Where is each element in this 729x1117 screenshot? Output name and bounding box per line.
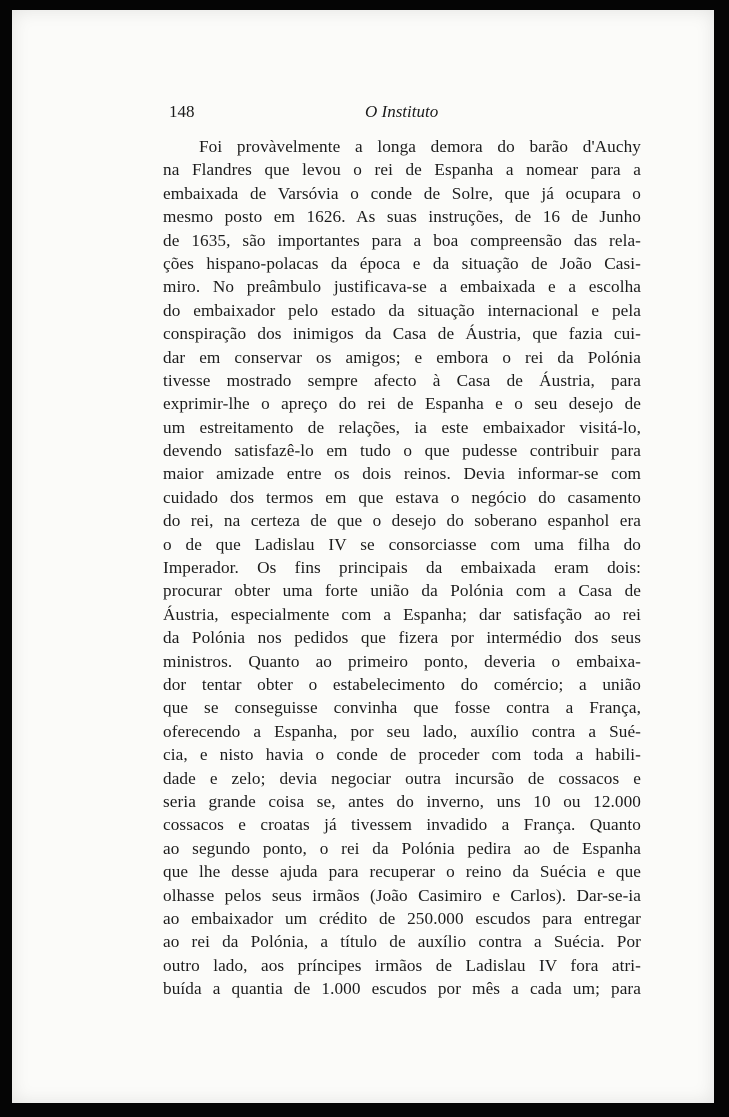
text-line: conspiração dos inimigos da Casa de Áustria, que fazia cui- — [163, 324, 641, 344]
body-text — [163, 135, 641, 1000]
text-line: embaixada de Varsóvia o conde de Solre, que já ocupara o — [163, 183, 641, 203]
text-line: cossacos e croatas já tivessem invadido a França. Quanto — [163, 815, 641, 835]
text-line: buída a quantia de 1.000 escudos por mês a cada um; para — [163, 979, 641, 999]
text-line: ao embaixador um crédito de 250.000 escudos para entregar — [163, 908, 641, 928]
text-line: ao rei da Polónia, a título de auxílio contra a Suécia. Por — [163, 932, 641, 952]
text-line: um estreitamento de relações, ia este embaixador visitá-lo, — [163, 417, 641, 437]
text-line: olhasse pelos seus irmãos (João Casimiro e Carlos). Dar-se-ia — [163, 885, 641, 905]
page-header — [169, 102, 641, 124]
text-line: Áustria, especialmente com a Espanha; dar satisfação ao rei — [163, 604, 641, 624]
page-number: 148 — [169, 102, 195, 121]
text-line: dar em conservar os amigos; e embora o rei da Polónia — [163, 347, 641, 367]
text-line: maior amizade entre os dois reinos. Devia informar-se com — [163, 464, 641, 484]
text-line: cuidado dos termos em que estava o negócio do casamento — [163, 487, 641, 507]
text-line: ao segundo ponto, o rei da Polónia pedira ao de Espanha — [163, 838, 641, 858]
text-line: Imperador. Os fins principais da embaixada eram dois: — [163, 558, 641, 578]
running-title: O Instituto — [365, 102, 439, 121]
text-line: dade e zelo; devia negociar outra incursão de cossacos e — [163, 768, 641, 788]
text-line: seria grande coisa se, antes do inverno, uns 10 ou 12.000 — [163, 791, 641, 811]
text-line: procurar obter uma forte união da Polónia com a Casa de — [163, 581, 641, 601]
text-line: Foi provàvelmente a longa demora do barão d'Auchy — [199, 137, 641, 156]
text-line: do rei, na certeza de que o desejo do soberano espanhol era — [163, 511, 641, 531]
text-line: mesmo posto em 1626. As suas instruções, de 16 de Junho — [163, 207, 641, 227]
text-line: ministros. Quanto ao primeiro ponto, deveria o embaixa- — [163, 651, 641, 671]
text-line: exprimir-lhe o apreço do rei de Espanha e o seu desejo de — [163, 394, 641, 414]
text-line: tivesse mostrado sempre afecto à Casa de Áustria, para — [163, 370, 641, 390]
text-line: que se conseguisse convinha que fosse contra a França, — [163, 698, 641, 718]
text-line: devendo satisfazê-lo em tudo o que pudesse contribuir para — [163, 441, 641, 461]
text-line: oferecendo a Espanha, por seu lado, auxílio contra a Sué- — [163, 721, 641, 741]
text-line: que lhe desse ajuda para recuperar o reino da Suécia e que — [163, 862, 641, 882]
text-line: na Flandres que levou o rei de Espanha a nomear para a — [163, 160, 641, 180]
text-line: miro. No preâmbulo justificava-se a embaixada e a escolha — [163, 277, 641, 297]
text-line: da Polónia nos pedidos que fizera por intermédio dos seus — [163, 628, 641, 648]
text-line: ções hispano-polacas da época e da situação de João Casi- — [163, 253, 641, 273]
text-line: o de que Ladislau IV se consorciasse com uma filha do — [163, 534, 641, 554]
text-line: outro lado, aos príncipes irmãos de Ladislau IV fora atri- — [163, 955, 641, 975]
text-line: dor tentar obter o estabelecimento do comércio; a união — [163, 674, 641, 694]
text-line: de 1635, são importantes para a boa compreensão das rela- — [163, 230, 641, 250]
text-line: do embaixador pelo estado da situação internacional e pela — [163, 300, 641, 320]
text-line: cia, e nisto havia o conde de proceder com toda a habili- — [163, 745, 641, 765]
